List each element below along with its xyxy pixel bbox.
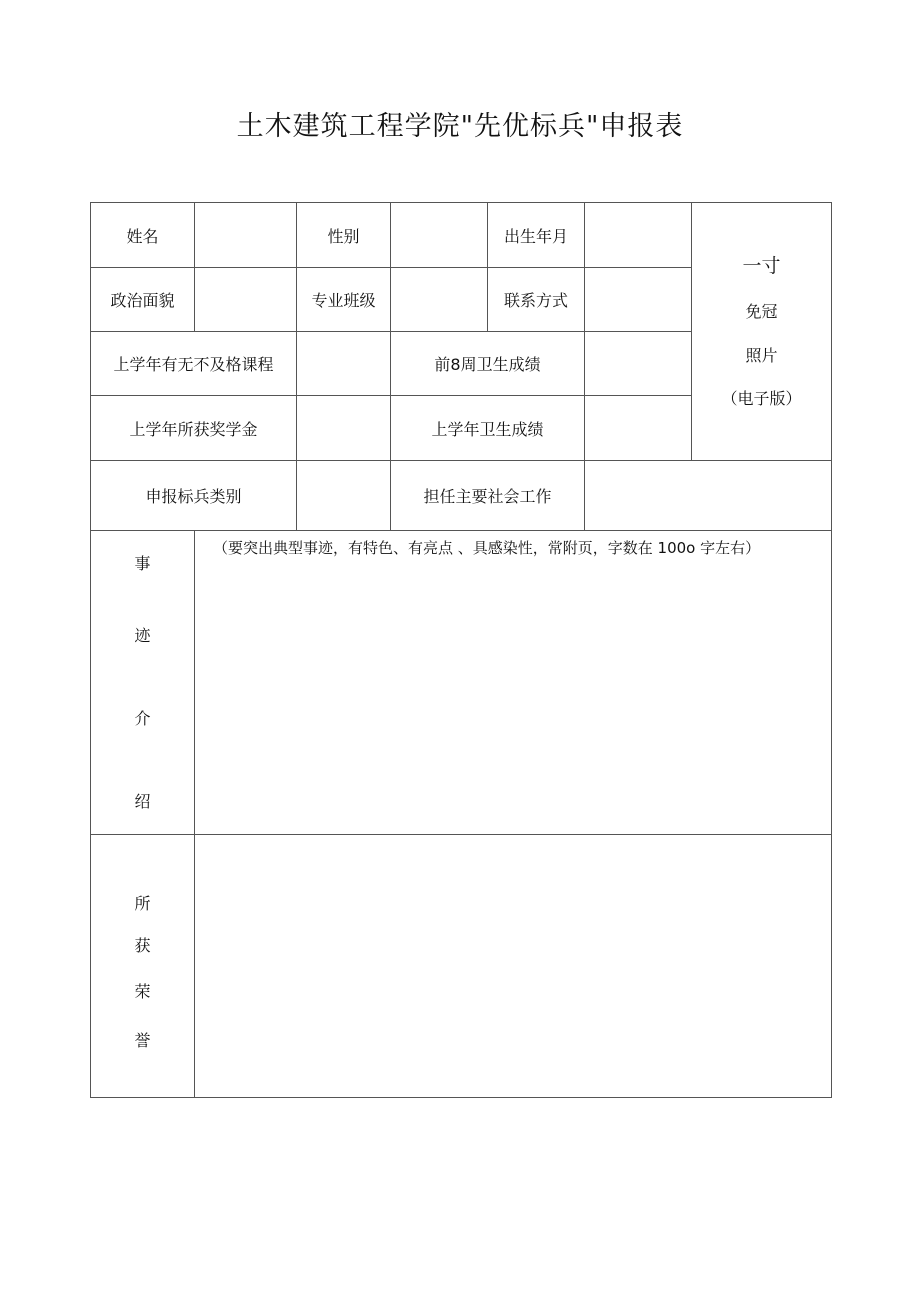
name-label: 姓名 xyxy=(91,203,195,268)
form-title: 土木建筑工程学院"先优标兵"申报表 xyxy=(236,111,684,142)
scholarship-field[interactable] xyxy=(297,396,391,461)
category-label: 申报标兵类别 xyxy=(91,461,297,531)
deeds-char: 迹 xyxy=(134,626,151,645)
honors-char: 誉 xyxy=(134,1031,151,1050)
honors-char: 所 xyxy=(134,894,151,913)
political-field[interactable] xyxy=(195,268,297,332)
gender-field[interactable] xyxy=(391,203,488,268)
scholarship-label: 上学年所获奖学金 xyxy=(91,396,297,461)
contact-field[interactable] xyxy=(585,268,692,332)
political-label: 政治面貌 xyxy=(91,268,195,332)
deeds-field[interactable] xyxy=(195,531,832,835)
photo-label-text: 照片 xyxy=(745,345,778,365)
hygiene-8weeks-label: 前8周卫生成绩 xyxy=(391,332,585,396)
honors-char: 获 xyxy=(134,936,151,955)
deeds-label xyxy=(91,531,195,835)
hygiene-last-year-label: 上学年卫生成绩 xyxy=(391,396,585,461)
photo-box[interactable] xyxy=(692,203,832,461)
hygiene-last-year-field[interactable] xyxy=(585,396,692,461)
photo-type-text: 免冠 xyxy=(745,301,778,321)
social-work-label: 担任主要社会工作 xyxy=(391,461,585,531)
deeds-hint: （要突出典型事迹，有特色、有亮点 、具感染性，常附页，字数在 100o 字左右） xyxy=(213,539,761,557)
deeds-char: 介 xyxy=(134,709,151,728)
name-field[interactable] xyxy=(195,203,297,268)
failed-courses-field[interactable] xyxy=(297,332,391,396)
birth-field[interactable] xyxy=(585,203,692,268)
major-class-label: 专业班级 xyxy=(297,268,391,332)
photo-size-text: 一寸 xyxy=(742,254,781,277)
major-class-field[interactable] xyxy=(391,268,488,332)
deeds-char: 绍 xyxy=(134,792,151,811)
social-work-field[interactable] xyxy=(585,461,832,531)
gender-label: 性别 xyxy=(297,203,391,268)
honors-char: 荣 xyxy=(134,982,151,1001)
failed-courses-label: 上学年有无不及格课程 xyxy=(91,332,297,396)
photo-format-text: （电子版） xyxy=(721,388,802,408)
deeds-char: 事 xyxy=(134,554,151,573)
contact-label: 联系方式 xyxy=(488,268,585,332)
hygiene-8weeks-field[interactable] xyxy=(585,332,692,396)
category-field[interactable] xyxy=(297,461,391,531)
birth-label: 出生年月 xyxy=(488,203,585,268)
honors-label xyxy=(91,835,195,1098)
application-form-table xyxy=(90,202,832,1098)
honors-field[interactable] xyxy=(195,835,832,1098)
